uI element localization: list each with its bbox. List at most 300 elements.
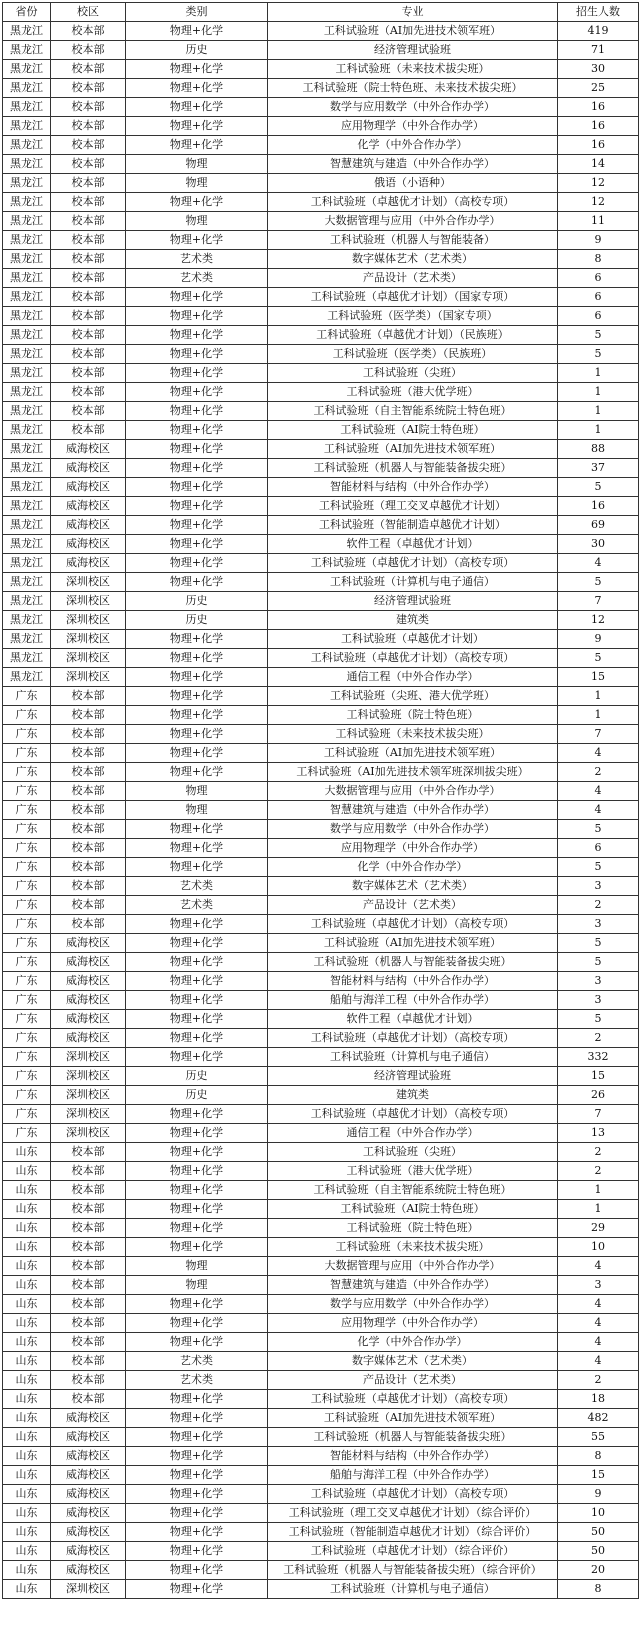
cell-enrollment: 5 <box>558 1010 639 1029</box>
table-row <box>3 1029 639 1048</box>
cell-campus: 校本部 <box>51 1257 126 1276</box>
cell-major: 工科试验班（未来技术拔尖班） <box>268 725 558 744</box>
cell-category: 物理 <box>126 155 268 174</box>
cell-category: 物理+化学 <box>126 1048 268 1067</box>
cell-major: 产品设计（艺术类） <box>268 269 558 288</box>
cell-enrollment: 16 <box>558 98 639 117</box>
table-row <box>3 630 639 649</box>
cell-category: 物理+化学 <box>126 1333 268 1352</box>
cell-category: 物理+化学 <box>126 402 268 421</box>
table-row <box>3 1143 639 1162</box>
cell-province: 广东 <box>3 782 51 801</box>
cell-campus: 威海校区 <box>51 972 126 991</box>
cell-province: 山东 <box>3 1200 51 1219</box>
cell-major: 智慧建筑与建造（中外合作办学） <box>268 1276 558 1295</box>
cell-enrollment: 4 <box>558 1352 639 1371</box>
cell-enrollment: 1 <box>558 383 639 402</box>
cell-enrollment: 15 <box>558 1067 639 1086</box>
cell-campus: 深圳校区 <box>51 1067 126 1086</box>
cell-province: 山东 <box>3 1276 51 1295</box>
cell-province: 黑龙江 <box>3 364 51 383</box>
cell-major: 工科试验班（未来技术拔尖班） <box>268 1238 558 1257</box>
cell-campus: 校本部 <box>51 706 126 725</box>
cell-province: 山东 <box>3 1371 51 1390</box>
cell-major: 数学与应用数学（中外合作办学） <box>268 1295 558 1314</box>
cell-campus: 威海校区 <box>51 440 126 459</box>
cell-enrollment: 8 <box>558 1447 639 1466</box>
cell-province: 山东 <box>3 1143 51 1162</box>
cell-enrollment: 482 <box>558 1409 639 1428</box>
cell-enrollment: 71 <box>558 41 639 60</box>
cell-enrollment: 3 <box>558 991 639 1010</box>
cell-campus: 深圳校区 <box>51 649 126 668</box>
cell-campus: 校本部 <box>51 136 126 155</box>
table-row <box>3 288 639 307</box>
cell-category: 物理 <box>126 174 268 193</box>
cell-category: 物理+化学 <box>126 1314 268 1333</box>
cell-major: 智慧建筑与建造（中外合作办学） <box>268 801 558 820</box>
table-row <box>3 858 639 877</box>
cell-major: 工科试验班（计算机与电子通信） <box>268 573 558 592</box>
table-row <box>3 1067 639 1086</box>
cell-category: 物理+化学 <box>126 535 268 554</box>
table-row <box>3 60 639 79</box>
cell-major: 智能材料与结构（中外合作办学） <box>268 1447 558 1466</box>
cell-province: 山东 <box>3 1485 51 1504</box>
cell-category: 物理+化学 <box>126 1409 268 1428</box>
cell-major: 工科试验班（AI加先进技术领军班） <box>268 1409 558 1428</box>
table-row <box>3 1447 639 1466</box>
table-row <box>3 915 639 934</box>
cell-major: 应用物理学（中外合作办学） <box>268 839 558 858</box>
table-row <box>3 1048 639 1067</box>
table-row <box>3 345 639 364</box>
table-row <box>3 250 639 269</box>
cell-enrollment: 4 <box>558 554 639 573</box>
cell-major: 工科试验班（尖班） <box>268 364 558 383</box>
cell-province: 黑龙江 <box>3 136 51 155</box>
cell-campus: 校本部 <box>51 896 126 915</box>
cell-province: 黑龙江 <box>3 307 51 326</box>
cell-enrollment: 37 <box>558 459 639 478</box>
cell-province: 黑龙江 <box>3 554 51 573</box>
cell-campus: 校本部 <box>51 22 126 41</box>
cell-province: 山东 <box>3 1333 51 1352</box>
cell-category: 物理+化学 <box>126 554 268 573</box>
cell-province: 黑龙江 <box>3 231 51 250</box>
cell-enrollment: 3 <box>558 877 639 896</box>
cell-major: 工科试验班（机器人与智能装备拔尖班） <box>268 1428 558 1447</box>
cell-enrollment: 1 <box>558 421 639 440</box>
cell-province: 黑龙江 <box>3 98 51 117</box>
cell-major: 工科试验班（机器人与智能装备拔尖班）（综合评价） <box>268 1561 558 1580</box>
table-row <box>3 136 639 155</box>
cell-major: 工科试验班（理工交叉卓越优才计划）（综合评价） <box>268 1504 558 1523</box>
cell-major: 工科试验班（AI加先进技术领军班） <box>268 440 558 459</box>
table-row <box>3 592 639 611</box>
cell-enrollment: 55 <box>558 1428 639 1447</box>
cell-category: 历史 <box>126 1067 268 1086</box>
cell-campus: 威海校区 <box>51 1485 126 1504</box>
cell-category: 物理+化学 <box>126 60 268 79</box>
table-row <box>3 98 639 117</box>
cell-major: 工科试验班（未来技术拔尖班） <box>268 60 558 79</box>
cell-province: 黑龙江 <box>3 174 51 193</box>
cell-province: 广东 <box>3 1105 51 1124</box>
cell-major: 经济管理试验班 <box>268 1067 558 1086</box>
cell-category: 物理+化学 <box>126 1143 268 1162</box>
cell-campus: 校本部 <box>51 687 126 706</box>
cell-enrollment: 50 <box>558 1542 639 1561</box>
cell-province: 广东 <box>3 725 51 744</box>
cell-category: 物理+化学 <box>126 117 268 136</box>
cell-category: 物理+化学 <box>126 98 268 117</box>
table-row <box>3 1295 639 1314</box>
table-row <box>3 383 639 402</box>
cell-province: 山东 <box>3 1162 51 1181</box>
cell-province: 广东 <box>3 839 51 858</box>
cell-category: 物理+化学 <box>126 459 268 478</box>
table-row <box>3 725 639 744</box>
cell-major: 船舶与海洋工程（中外合作办学） <box>268 1466 558 1485</box>
cell-major: 化学（中外合作办学） <box>268 136 558 155</box>
cell-campus: 威海校区 <box>51 934 126 953</box>
table-row <box>3 1504 639 1523</box>
cell-enrollment: 7 <box>558 1105 639 1124</box>
cell-category: 物理+化学 <box>126 953 268 972</box>
cell-enrollment: 8 <box>558 1580 639 1599</box>
cell-major: 工科试验班（医学类）（民族班） <box>268 345 558 364</box>
cell-province: 山东 <box>3 1447 51 1466</box>
cell-category: 物理+化学 <box>126 1523 268 1542</box>
cell-province: 广东 <box>3 858 51 877</box>
cell-enrollment: 5 <box>558 326 639 345</box>
cell-campus: 威海校区 <box>51 1561 126 1580</box>
cell-major: 大数据管理与应用（中外合作办学） <box>268 212 558 231</box>
cell-major: 数字媒体艺术（艺术类） <box>268 877 558 896</box>
cell-major: 工科试验班（尖班、港大优学班） <box>268 687 558 706</box>
table-row <box>3 516 639 535</box>
cell-category: 艺术类 <box>126 1371 268 1390</box>
cell-campus: 校本部 <box>51 1314 126 1333</box>
cell-category: 物理+化学 <box>126 383 268 402</box>
cell-major: 工科试验班（卓越优才计划）（高校专项） <box>268 915 558 934</box>
cell-campus: 校本部 <box>51 915 126 934</box>
cell-enrollment: 16 <box>558 117 639 136</box>
cell-enrollment: 5 <box>558 345 639 364</box>
cell-campus: 威海校区 <box>51 1504 126 1523</box>
cell-enrollment: 9 <box>558 630 639 649</box>
cell-province: 黑龙江 <box>3 497 51 516</box>
cell-enrollment: 2 <box>558 1371 639 1390</box>
cell-category: 物理 <box>126 1276 268 1295</box>
table-row <box>3 1314 639 1333</box>
table-row <box>3 117 639 136</box>
header-major: 专业 <box>268 3 558 22</box>
cell-campus: 校本部 <box>51 782 126 801</box>
cell-campus: 威海校区 <box>51 459 126 478</box>
cell-campus: 校本部 <box>51 231 126 250</box>
cell-category: 物理+化学 <box>126 668 268 687</box>
table-row <box>3 1124 639 1143</box>
cell-major: 工科试验班（卓越优才计划）（民族班） <box>268 326 558 345</box>
cell-enrollment: 50 <box>558 1523 639 1542</box>
cell-campus: 校本部 <box>51 858 126 877</box>
cell-province: 黑龙江 <box>3 117 51 136</box>
cell-campus: 校本部 <box>51 174 126 193</box>
cell-category: 物理+化学 <box>126 573 268 592</box>
cell-enrollment: 9 <box>558 1485 639 1504</box>
table-row <box>3 193 639 212</box>
cell-province: 山东 <box>3 1238 51 1257</box>
cell-campus: 校本部 <box>51 1162 126 1181</box>
cell-campus: 深圳校区 <box>51 1048 126 1067</box>
cell-major: 工科试验班（院士特色班） <box>268 706 558 725</box>
cell-enrollment: 5 <box>558 934 639 953</box>
cell-province: 黑龙江 <box>3 402 51 421</box>
table-row <box>3 535 639 554</box>
cell-campus: 校本部 <box>51 60 126 79</box>
cell-province: 黑龙江 <box>3 573 51 592</box>
cell-major: 工科试验班（机器人与智能装备拔尖班） <box>268 953 558 972</box>
cell-province: 广东 <box>3 1124 51 1143</box>
cell-province: 黑龙江 <box>3 535 51 554</box>
table-row <box>3 1276 639 1295</box>
header-campus: 校区 <box>51 3 126 22</box>
cell-major: 通信工程（中外合作办学） <box>268 668 558 687</box>
cell-province: 广东 <box>3 687 51 706</box>
cell-enrollment: 25 <box>558 79 639 98</box>
cell-campus: 深圳校区 <box>51 1105 126 1124</box>
cell-enrollment: 14 <box>558 155 639 174</box>
cell-province: 黑龙江 <box>3 668 51 687</box>
cell-campus: 校本部 <box>51 250 126 269</box>
cell-category: 物理+化学 <box>126 307 268 326</box>
cell-province: 广东 <box>3 801 51 820</box>
table-body <box>3 22 639 1599</box>
cell-category: 物理+化学 <box>126 193 268 212</box>
cell-enrollment: 15 <box>558 668 639 687</box>
cell-campus: 校本部 <box>51 307 126 326</box>
header-province: 省份 <box>3 3 51 22</box>
table-row <box>3 79 639 98</box>
cell-enrollment: 1 <box>558 706 639 725</box>
cell-category: 物理+化学 <box>126 440 268 459</box>
cell-province: 山东 <box>3 1542 51 1561</box>
cell-major: 建筑类 <box>268 611 558 630</box>
cell-campus: 威海校区 <box>51 478 126 497</box>
cell-province: 黑龙江 <box>3 649 51 668</box>
cell-major: 工科试验班（机器人与智能装备） <box>268 231 558 250</box>
cell-major: 工科试验班（医学类）（国家专项） <box>268 307 558 326</box>
cell-enrollment: 1 <box>558 1200 639 1219</box>
cell-province: 广东 <box>3 706 51 725</box>
cell-campus: 校本部 <box>51 1219 126 1238</box>
cell-province: 山东 <box>3 1314 51 1333</box>
cell-category: 物理+化学 <box>126 79 268 98</box>
cell-enrollment: 10 <box>558 1504 639 1523</box>
cell-category: 物理 <box>126 212 268 231</box>
table-row <box>3 820 639 839</box>
cell-enrollment: 30 <box>558 60 639 79</box>
cell-province: 山东 <box>3 1352 51 1371</box>
cell-campus: 校本部 <box>51 1333 126 1352</box>
cell-province: 广东 <box>3 763 51 782</box>
table-row <box>3 364 639 383</box>
cell-province: 广东 <box>3 953 51 972</box>
cell-enrollment: 2 <box>558 1162 639 1181</box>
table-row <box>3 1390 639 1409</box>
table-row <box>3 1580 639 1599</box>
cell-campus: 校本部 <box>51 839 126 858</box>
cell-province: 山东 <box>3 1561 51 1580</box>
cell-enrollment: 5 <box>558 573 639 592</box>
cell-category: 物理+化学 <box>126 231 268 250</box>
cell-category: 物理+化学 <box>126 706 268 725</box>
cell-enrollment: 419 <box>558 22 639 41</box>
table-row <box>3 440 639 459</box>
cell-province: 黑龙江 <box>3 22 51 41</box>
cell-campus: 校本部 <box>51 725 126 744</box>
cell-major: 化学（中外合作办学） <box>268 858 558 877</box>
cell-province: 广东 <box>3 1010 51 1029</box>
cell-campus: 校本部 <box>51 801 126 820</box>
cell-major: 数字媒体艺术（艺术类） <box>268 1352 558 1371</box>
cell-province: 山东 <box>3 1580 51 1599</box>
cell-major: 工科试验班（卓越优才计划）（综合评价） <box>268 1542 558 1561</box>
cell-enrollment: 18 <box>558 1390 639 1409</box>
cell-enrollment: 2 <box>558 896 639 915</box>
cell-campus: 深圳校区 <box>51 630 126 649</box>
cell-category: 物理+化学 <box>126 1124 268 1143</box>
cell-province: 黑龙江 <box>3 421 51 440</box>
cell-province: 山东 <box>3 1390 51 1409</box>
table-row <box>3 1523 639 1542</box>
table-row <box>3 269 639 288</box>
cell-campus: 校本部 <box>51 1238 126 1257</box>
cell-province: 山东 <box>3 1257 51 1276</box>
cell-enrollment: 5 <box>558 649 639 668</box>
cell-enrollment: 10 <box>558 1238 639 1257</box>
cell-campus: 深圳校区 <box>51 1580 126 1599</box>
cell-major: 工科试验班（自主智能系统院士特色班） <box>268 402 558 421</box>
cell-province: 黑龙江 <box>3 611 51 630</box>
cell-category: 物理+化学 <box>126 1561 268 1580</box>
cell-enrollment: 1 <box>558 687 639 706</box>
cell-category: 物理+化学 <box>126 136 268 155</box>
cell-province: 山东 <box>3 1181 51 1200</box>
cell-campus: 校本部 <box>51 421 126 440</box>
cell-campus: 校本部 <box>51 1143 126 1162</box>
table-row <box>3 402 639 421</box>
cell-category: 历史 <box>126 611 268 630</box>
cell-major: 工科试验班（港大优学班） <box>268 1162 558 1181</box>
cell-province: 黑龙江 <box>3 269 51 288</box>
cell-campus: 校本部 <box>51 155 126 174</box>
cell-category: 物理+化学 <box>126 421 268 440</box>
cell-category: 物理+化学 <box>126 1542 268 1561</box>
cell-campus: 校本部 <box>51 1181 126 1200</box>
table-row <box>3 1257 639 1276</box>
table-row <box>3 611 639 630</box>
cell-province: 黑龙江 <box>3 212 51 231</box>
table-row <box>3 1162 639 1181</box>
cell-enrollment: 15 <box>558 1466 639 1485</box>
cell-province: 黑龙江 <box>3 440 51 459</box>
cell-province: 广东 <box>3 1086 51 1105</box>
table-row <box>3 1238 639 1257</box>
cell-major: 工科试验班（AI加先进技术领军班） <box>268 934 558 953</box>
cell-category: 物理+化学 <box>126 1010 268 1029</box>
cell-province: 广东 <box>3 991 51 1010</box>
cell-province: 广东 <box>3 1048 51 1067</box>
cell-province: 山东 <box>3 1409 51 1428</box>
cell-category: 物理+化学 <box>126 649 268 668</box>
cell-province: 黑龙江 <box>3 345 51 364</box>
cell-campus: 深圳校区 <box>51 573 126 592</box>
cell-campus: 校本部 <box>51 269 126 288</box>
table-row <box>3 326 639 345</box>
table-row <box>3 212 639 231</box>
cell-campus: 威海校区 <box>51 1523 126 1542</box>
cell-major: 数字媒体艺术（艺术类） <box>268 250 558 269</box>
table-row <box>3 991 639 1010</box>
cell-major: 大数据管理与应用（中外合作办学） <box>268 1257 558 1276</box>
table-row <box>3 877 639 896</box>
cell-category: 物理+化学 <box>126 820 268 839</box>
cell-province: 山东 <box>3 1504 51 1523</box>
cell-province: 黑龙江 <box>3 60 51 79</box>
table-row <box>3 1181 639 1200</box>
cell-major: 经济管理试验班 <box>268 41 558 60</box>
cell-major: 大数据管理与应用（中外合作办学） <box>268 782 558 801</box>
cell-campus: 威海校区 <box>51 1409 126 1428</box>
cell-major: 工科试验班（院士特色班、未来技术拔尖班） <box>268 79 558 98</box>
cell-province: 黑龙江 <box>3 516 51 535</box>
table-row <box>3 687 639 706</box>
cell-campus: 校本部 <box>51 1390 126 1409</box>
cell-enrollment: 4 <box>558 1257 639 1276</box>
cell-campus: 深圳校区 <box>51 668 126 687</box>
cell-campus: 校本部 <box>51 383 126 402</box>
cell-major: 数学与应用数学（中外合作办学） <box>268 98 558 117</box>
cell-category: 艺术类 <box>126 877 268 896</box>
cell-category: 历史 <box>126 1086 268 1105</box>
cell-province: 山东 <box>3 1428 51 1447</box>
cell-category: 物理+化学 <box>126 1162 268 1181</box>
table-row <box>3 649 639 668</box>
cell-major: 工科试验班（院士特色班） <box>268 1219 558 1238</box>
cell-province: 山东 <box>3 1219 51 1238</box>
cell-campus: 威海校区 <box>51 1542 126 1561</box>
cell-major: 工科试验班（智能制造卓越优才计划） <box>268 516 558 535</box>
cell-campus: 校本部 <box>51 1200 126 1219</box>
cell-major: 工科试验班（AI加先进技术领军班） <box>268 744 558 763</box>
cell-category: 物理+化学 <box>126 1447 268 1466</box>
cell-category: 物理+化学 <box>126 1485 268 1504</box>
cell-enrollment: 4 <box>558 744 639 763</box>
cell-campus: 校本部 <box>51 345 126 364</box>
cell-campus: 校本部 <box>51 193 126 212</box>
table-row <box>3 1409 639 1428</box>
cell-enrollment: 2 <box>558 1029 639 1048</box>
cell-enrollment: 3 <box>558 915 639 934</box>
cell-category: 物理+化学 <box>126 364 268 383</box>
cell-enrollment: 4 <box>558 801 639 820</box>
cell-campus: 威海校区 <box>51 535 126 554</box>
cell-campus: 威海校区 <box>51 516 126 535</box>
cell-major: 工科试验班（机器人与智能装备拔尖班） <box>268 459 558 478</box>
